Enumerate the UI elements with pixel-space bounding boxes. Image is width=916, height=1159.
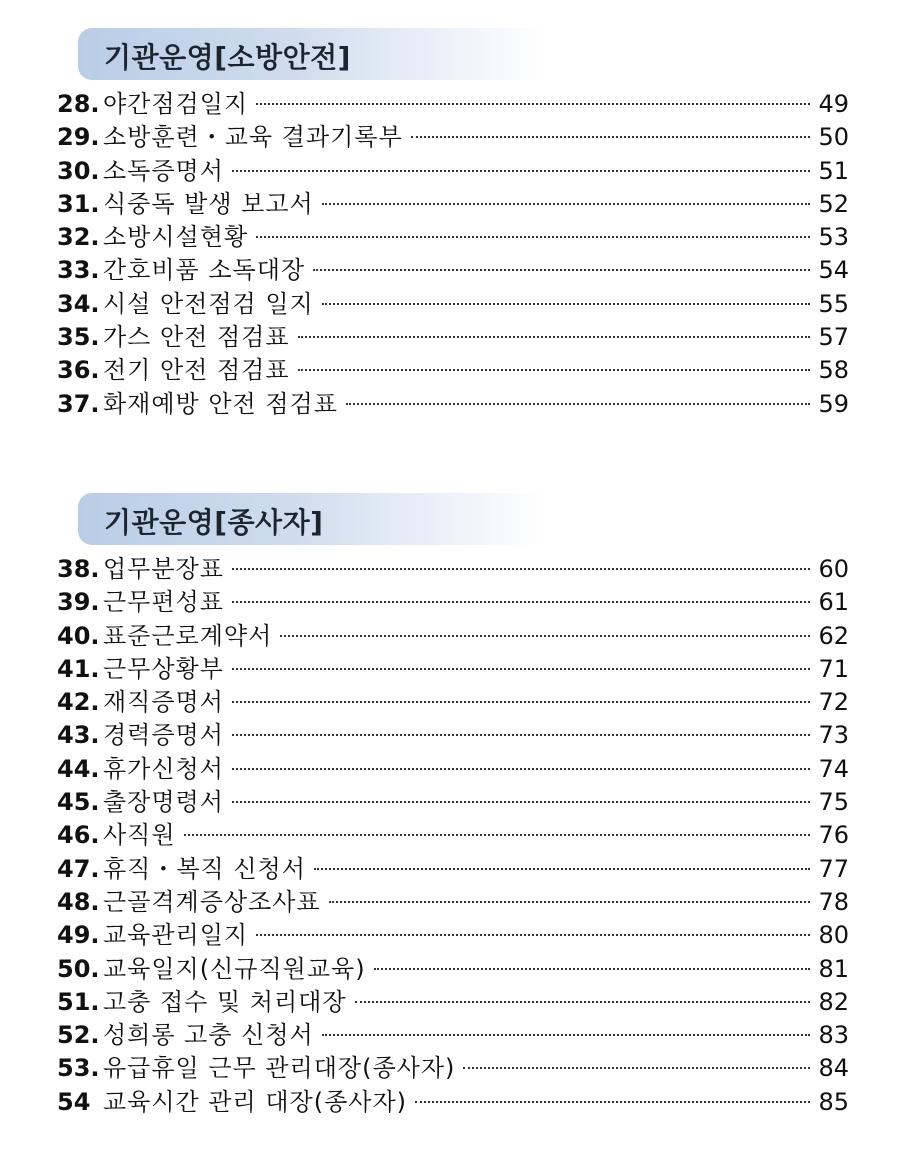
toc-entry[interactable]	[57, 819, 849, 852]
entry-page: 73	[818, 721, 849, 750]
dot-leader	[415, 1101, 810, 1103]
dot-leader	[232, 801, 811, 803]
entry-title: 근골격계증상조사표	[103, 887, 321, 916]
entry-number: 37.	[57, 389, 100, 418]
entry-number: 52.	[57, 1021, 100, 1050]
entry-number: 50.	[57, 954, 100, 983]
dot-leader	[232, 170, 811, 172]
entry-page: 72	[818, 688, 849, 717]
entry-number: 35.	[57, 323, 100, 352]
entry-number: 32.	[57, 223, 100, 252]
entry-title: 시설 안전점검 일지	[103, 289, 314, 318]
entry-title: 화재예방 안전 점검표	[103, 389, 338, 418]
toc-entry[interactable]	[57, 653, 849, 686]
entry-page: 82	[818, 987, 849, 1016]
toc-entry[interactable]	[57, 88, 849, 121]
section-fire-safety	[0, 28, 916, 421]
entry-page: 76	[818, 821, 849, 850]
entry-page: 84	[818, 1054, 849, 1083]
section-title: 기관운영[종사자]	[104, 506, 324, 539]
toc-entry[interactable]	[57, 188, 849, 221]
entry-title: 소독증명서	[103, 156, 224, 185]
entry-page: 75	[818, 788, 849, 817]
section-title: 기관운영[소방안전]	[104, 41, 351, 74]
dot-leader	[256, 934, 810, 936]
dot-leader	[232, 701, 811, 703]
entry-number: 43.	[57, 721, 100, 750]
dot-leader	[232, 668, 811, 670]
entry-page: 57	[818, 323, 849, 352]
entry-title: 유급휴일 근무 관리대장(종사자)	[103, 1054, 456, 1083]
entry-number: 46.	[57, 821, 100, 850]
entry-title: 재직증명서	[103, 688, 224, 717]
entry-title: 근무상황부	[103, 654, 224, 683]
entry-title: 출장명령서	[103, 788, 224, 817]
dot-leader	[256, 236, 810, 238]
entry-number: 45.	[57, 788, 100, 817]
entry-title: 교육일지(신규직원교육)	[103, 954, 366, 983]
toc-entry[interactable]	[57, 1019, 849, 1052]
toc-entry[interactable]	[57, 288, 849, 321]
dot-leader	[463, 1067, 810, 1069]
entry-page: 74	[818, 754, 849, 783]
dot-leader	[346, 403, 811, 405]
entry-number: 51.	[57, 987, 100, 1016]
entry-page: 55	[818, 289, 849, 318]
entry-number: 34.	[57, 289, 100, 318]
entry-title: 전기 안전 점검표	[103, 356, 290, 385]
dot-leader	[298, 369, 811, 371]
entry-title: 표준근로계약서	[103, 621, 273, 650]
entry-title: 휴가신청서	[103, 754, 224, 783]
toc-entry[interactable]	[57, 1052, 849, 1085]
entry-page: 51	[818, 156, 849, 185]
toc-entry[interactable]	[57, 719, 849, 752]
dot-leader	[314, 868, 811, 870]
toc-entry[interactable]	[57, 221, 849, 254]
entry-title: 간호비품 소독대장	[103, 256, 306, 285]
entry-number: 40.	[57, 621, 100, 650]
toc-entry[interactable]	[57, 886, 849, 919]
entry-page: 77	[818, 854, 849, 883]
dot-leader	[298, 336, 811, 338]
toc-list	[0, 553, 916, 1119]
entry-page: 59	[818, 389, 849, 418]
entry-title: 교육시간 관리 대장(종사자)	[103, 1087, 408, 1116]
entry-page: 81	[818, 954, 849, 983]
entry-number: 38.	[57, 555, 100, 583]
entry-page: 50	[818, 123, 849, 152]
toc-entry[interactable]	[57, 354, 849, 387]
toc-entry[interactable]	[57, 853, 849, 886]
dot-leader	[322, 1034, 811, 1036]
entry-number: 49.	[57, 921, 100, 950]
entry-number: 41.	[57, 654, 100, 683]
entry-title: 업무분장표	[103, 555, 224, 583]
toc-entry[interactable]	[57, 1086, 849, 1119]
dot-leader	[329, 901, 811, 903]
entry-title: 교육관리일지	[103, 921, 249, 950]
entry-page: 71	[818, 654, 849, 683]
toc-entry[interactable]	[57, 919, 849, 952]
dot-leader	[355, 1001, 811, 1003]
toc-entry[interactable]	[57, 753, 849, 786]
entry-title: 야간점검일지	[103, 90, 249, 118]
dot-leader	[322, 303, 811, 305]
dot-leader	[232, 601, 811, 603]
entry-number: 39.	[57, 588, 100, 617]
entry-page: 80	[818, 921, 849, 950]
entry-number: 33.	[57, 256, 100, 285]
entry-number: 44.	[57, 754, 100, 783]
dot-leader	[280, 635, 810, 637]
entry-title: 소방훈련・교육 결과기록부	[103, 123, 403, 152]
dot-leader	[313, 269, 810, 271]
toc-entry[interactable]	[57, 321, 849, 354]
entry-title: 소방시설현황	[103, 223, 249, 252]
entry-number: 30.	[57, 156, 100, 185]
entry-page: 83	[818, 1021, 849, 1050]
section-header-band	[78, 493, 548, 545]
dot-leader	[322, 203, 811, 205]
entry-number: 31.	[57, 189, 100, 218]
toc-entry[interactable]	[57, 986, 849, 1019]
entry-title: 경력증명서	[103, 721, 224, 750]
dot-leader	[232, 768, 811, 770]
dot-leader	[411, 136, 811, 138]
dot-leader	[374, 968, 811, 970]
toc-entry[interactable]	[57, 686, 849, 719]
entry-number: 47.	[57, 854, 100, 883]
entry-number: 54	[57, 1087, 91, 1116]
entry-number: 36.	[57, 356, 100, 385]
entry-page: 54	[818, 256, 849, 285]
toc-entry[interactable]	[57, 388, 849, 421]
entry-page: 53	[818, 223, 849, 252]
toc-entry[interactable]	[57, 586, 849, 619]
entry-number: 29.	[57, 123, 100, 152]
toc-entry[interactable]	[57, 620, 849, 653]
entry-number: 28.	[57, 90, 100, 118]
entry-page: 85	[818, 1087, 849, 1116]
toc-entry[interactable]	[57, 553, 849, 586]
toc-entry[interactable]	[57, 953, 849, 986]
entry-page: 58	[818, 356, 849, 385]
toc-list	[0, 88, 916, 421]
entry-page: 60	[818, 555, 849, 583]
entry-page: 52	[818, 189, 849, 218]
entry-title: 고충 접수 및 처리대장	[103, 987, 347, 1016]
entry-title: 휴직・복직 신청서	[103, 854, 306, 883]
entry-page: 61	[818, 588, 849, 617]
section-header-band	[78, 28, 548, 80]
entry-page: 49	[818, 90, 849, 118]
toc-entry[interactable]	[57, 786, 849, 819]
dot-leader	[232, 568, 811, 570]
dot-leader	[184, 834, 811, 836]
dot-leader	[232, 734, 811, 736]
entry-page: 62	[818, 621, 849, 650]
entry-number: 42.	[57, 688, 100, 717]
entry-page: 78	[818, 887, 849, 916]
entry-title: 성희롱 고충 신청서	[103, 1021, 314, 1050]
toc-entry[interactable]	[57, 254, 849, 287]
entry-number: 48.	[57, 887, 100, 916]
entry-title: 근무편성표	[103, 588, 224, 617]
section-staff	[0, 493, 916, 1119]
entry-title: 사직원	[103, 821, 176, 850]
dot-leader	[256, 103, 810, 105]
entry-title: 가스 안전 점검표	[103, 323, 290, 352]
toc-entry[interactable]	[57, 155, 849, 188]
toc-entry[interactable]	[57, 121, 849, 154]
entry-number: 53.	[57, 1054, 100, 1083]
entry-title: 식중독 발생 보고서	[103, 189, 314, 218]
